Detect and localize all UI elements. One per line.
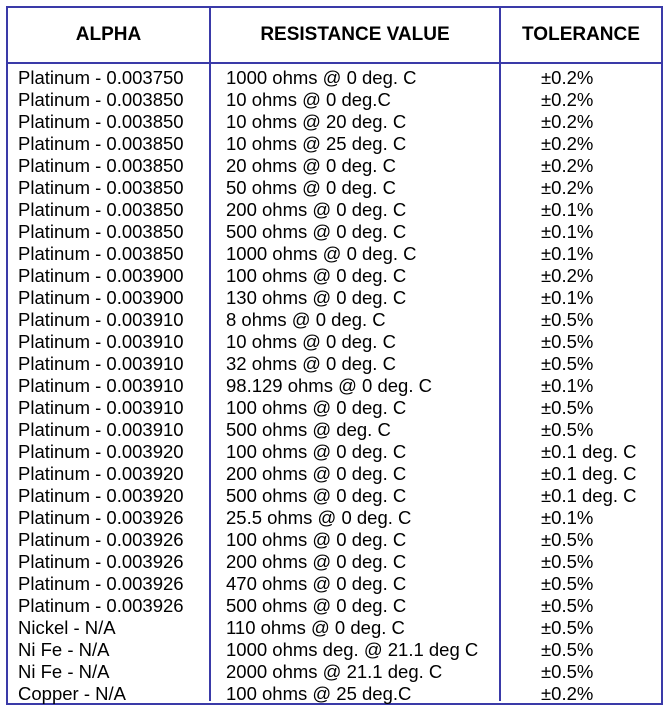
resistance-cell: 200 ohms @ 0 deg. C [226,551,407,572]
alpha-cell: Nickel - N/A [18,617,116,638]
resistance-cell: 8 ohms @ 0 deg. C [226,309,386,330]
table-body [8,64,661,704]
alpha-cell: Platinum - 0.003920 [18,441,184,462]
resistance-cell: 2000 ohms @ 21.1 deg. C [226,661,443,682]
alpha-cell: Platinum - 0.003910 [18,331,184,352]
tolerance-cell: ±0.5% [541,595,594,616]
tolerance-cell: ±0.2% [541,683,594,704]
tolerance-cell: ±0.5% [541,419,594,440]
resistance-cell: 50 ohms @ 0 deg. C [226,177,396,198]
alpha-cell: Platinum - 0.003750 [18,67,184,88]
resistance-cell: 470 ohms @ 0 deg. C [226,573,407,594]
resistance-cell: 1000 ohms @ 0 deg. C [226,243,417,264]
alpha-cell: Platinum - 0.003920 [18,485,184,506]
resistance-cell: 10 ohms @ 25 deg. C [226,133,407,154]
resistance-cell: 500 ohms @ 0 deg. C [226,485,407,506]
tolerance-cell: ±0.1% [541,507,594,528]
alpha-cell: Platinum - 0.003850 [18,133,184,154]
tolerance-cell: ±0.5% [541,353,594,374]
alpha-cell: Platinum - 0.003926 [18,595,184,616]
tolerance-cell: ±0.1% [541,375,594,396]
alpha-cell: Ni Fe - N/A [18,639,110,660]
tolerance-cell: ±0.2% [541,155,594,176]
alpha-cell: Platinum - 0.003900 [18,265,184,286]
header-resistance-value: RESISTANCE VALUE [211,8,501,62]
resistance-cell: 100 ohms @ 25 deg.C [226,683,412,704]
resistance-cell: 1000 ohms @ 0 deg. C [226,67,417,88]
resistance-cell: 110 ohms @ 0 deg. C [226,617,405,638]
tolerance-cell: ±0.1% [541,199,594,220]
header-alpha: ALPHA [8,8,211,62]
tolerance-cell: ±0.1% [541,221,594,242]
resistance-cell: 32 ohms @ 0 deg. C [226,353,396,374]
tolerance-cell: ±0.2% [541,265,594,286]
resistance-cell: 10 ohms @ 0 deg.C [226,89,391,110]
resistance-cell: 100 ohms @ 0 deg. C [226,265,407,286]
resistance-column [211,64,501,704]
resistance-cell: 100 ohms @ 0 deg. C [226,441,407,462]
tolerance-cell: ±0.2% [541,177,594,198]
resistance-cell: 1000 ohms deg. @ 21.1 deg C [226,639,479,660]
resistance-cell: 10 ohms @ 0 deg. C [226,331,396,352]
resistance-cell: 100 ohms @ 0 deg. C [226,397,407,418]
alpha-cell: Platinum - 0.003926 [18,529,184,550]
tolerance-cell: ±0.5% [541,661,594,682]
alpha-cell: Platinum - 0.003926 [18,551,184,572]
tolerance-cell: ±0.5% [541,309,594,330]
alpha-cell: Platinum - 0.003910 [18,419,184,440]
resistance-cell: 130 ohms @ 0 deg. C [226,287,407,308]
alpha-cell: Platinum - 0.003850 [18,111,184,132]
alpha-cell: Copper - N/A [18,683,126,704]
tolerance-column [501,64,661,704]
tolerance-cell: ±0.2% [541,111,594,132]
alpha-cell: Platinum - 0.003926 [18,507,184,528]
alpha-cell: Platinum - 0.003850 [18,199,184,220]
resistance-cell: 500 ohms @ 0 deg. C [226,221,407,242]
rtd-spec-table [6,6,663,705]
tolerance-cell: ±0.2% [541,89,594,110]
tolerance-cell: ±0.1 deg. C [541,485,637,506]
tolerance-cell: ±0.1% [541,287,594,308]
tolerance-cell: ±0.1 deg. C [541,441,637,462]
tolerance-cell: ±0.5% [541,639,594,660]
header-tolerance: TOLERANCE [522,24,640,45]
resistance-cell: 98.129 ohms @ 0 deg. C [226,375,432,396]
resistance-cell: 500 ohms @ 0 deg. C [226,595,407,616]
tolerance-cell: ±0.5% [541,397,594,418]
resistance-cell: 100 ohms @ 0 deg. C [226,529,407,550]
tolerance-cell: ±0.2% [541,133,594,154]
alpha-cell: Platinum - 0.003850 [18,243,184,264]
alpha-cell: Platinum - 0.003900 [18,287,184,308]
alpha-cell: Platinum - 0.003850 [18,177,184,198]
alpha-cell: Platinum - 0.003910 [18,309,184,330]
alpha-cell: Platinum - 0.003850 [18,221,184,242]
tolerance-cell: ±0.2% [541,67,594,88]
resistance-cell: 200 ohms @ 0 deg. C [226,199,407,220]
alpha-cell: Platinum - 0.003910 [18,375,184,396]
tolerance-cell: ±0.5% [541,529,594,550]
tolerance-cell: ±0.1% [541,243,594,264]
alpha-cell: Platinum - 0.003850 [18,155,184,176]
table-header-row [8,8,661,64]
resistance-cell: 25.5 ohms @ 0 deg. C [226,507,412,528]
resistance-cell: 500 ohms @ deg. C [226,419,391,440]
alpha-cell: Platinum - 0.003910 [18,353,184,374]
tolerance-cell: ±0.5% [541,551,594,572]
alpha-cell: Platinum - 0.003926 [18,573,184,594]
tolerance-cell: ±0.1 deg. C [541,463,637,484]
alpha-cell: Platinum - 0.003920 [18,463,184,484]
alpha-cell: Ni Fe - N/A [18,661,110,682]
tolerance-cell: ±0.5% [541,331,594,352]
resistance-cell: 10 ohms @ 20 deg. C [226,111,407,132]
resistance-cell: 20 ohms @ 0 deg. C [226,155,396,176]
alpha-cell: Platinum - 0.003850 [18,89,184,110]
tolerance-cell: ±0.5% [541,573,594,594]
alpha-cell: Platinum - 0.003910 [18,397,184,418]
alpha-column [8,64,211,704]
tolerance-cell: ±0.5% [541,617,594,638]
resistance-cell: 200 ohms @ 0 deg. C [226,463,407,484]
